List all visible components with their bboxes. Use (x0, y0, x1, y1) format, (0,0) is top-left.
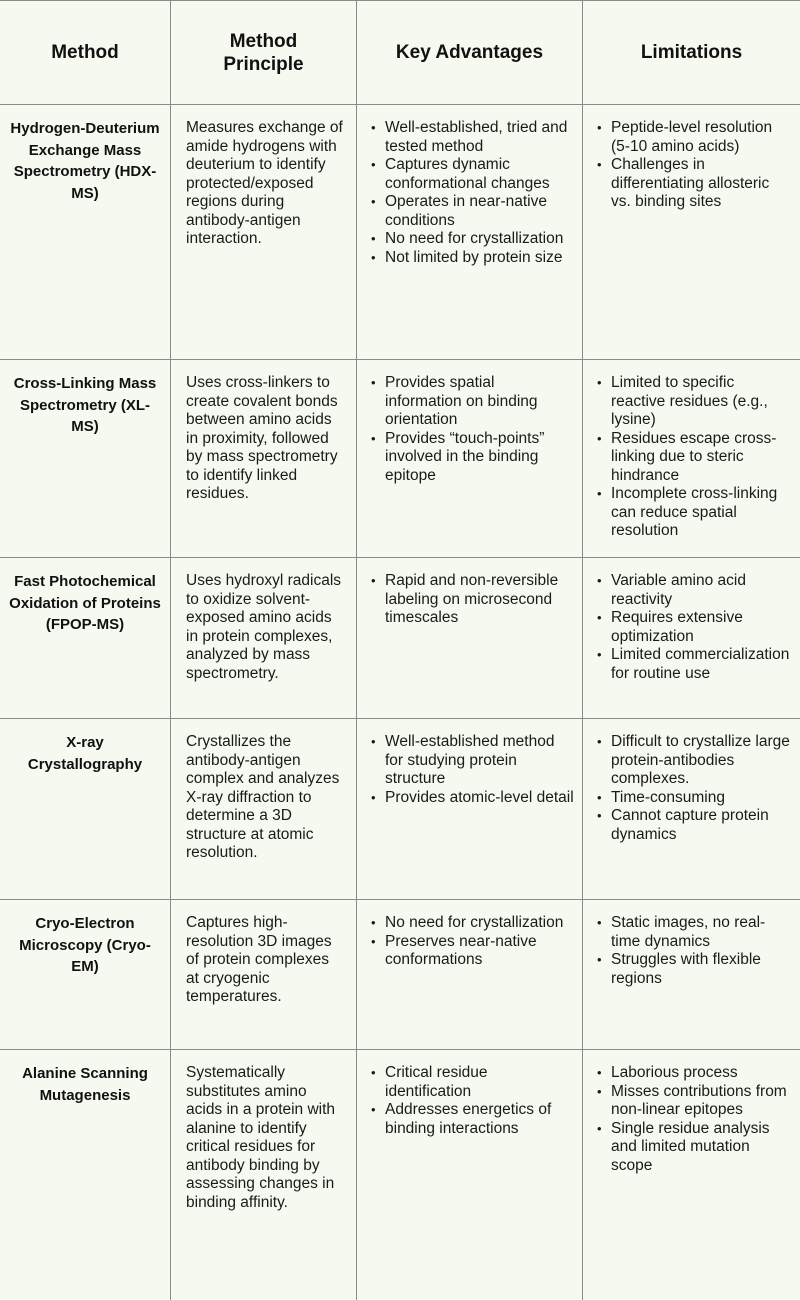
advantages-list (357, 557, 582, 628)
advantage-item: • Provides “touch-points” involved in the binding epitope (371, 430, 574, 486)
limitations-list (583, 718, 800, 844)
header-row (0, 1, 800, 105)
limitations-list (583, 1049, 800, 1175)
limitation-item: • Challenges in differentiating allosteric vs. binding sites (597, 156, 792, 212)
advantage-item: • Addresses energetics of binding interactions (371, 1101, 574, 1138)
limitation-item: • Laborious process (597, 1064, 792, 1083)
table-row (0, 557, 800, 719)
advantage-item: • No need for crystallization (371, 230, 574, 249)
limitation-item: • Incomplete cross-linking can reduce spatial resolution (597, 485, 792, 541)
limitation-item: • Peptide-level resolution (5-10 amino acids) (597, 119, 792, 156)
advantages-list (357, 104, 582, 267)
header-principle: Method Principle (171, 1, 357, 104)
header-method: Method (0, 1, 171, 104)
advantage-item: • Operates in near-native conditions (371, 193, 574, 230)
limitation-item: • Struggles with flexible regions (597, 951, 792, 988)
method-principle: Crystallizes the antibody-antigen complex and analyzes X-ray diffraction to determine a 3D structure at atomic resolution. (186, 733, 340, 861)
advantage-item: • No need for crystallization (371, 914, 574, 933)
table-row (0, 899, 800, 1050)
method-name: Hydrogen-Deuterium Exchange Mass Spectrometry (HDX-MS) (10, 120, 160, 202)
method-principle: Captures high-resolution 3D images of protein complexes at cryogenic temperatures. (186, 914, 332, 1005)
advantage-item: • Well-established method for studying protein structure (371, 733, 574, 789)
limitation-item: • Limited to specific reactive residues (e.g., lysine) (597, 374, 792, 430)
method-name: X-ray Crystallography (27, 734, 143, 773)
advantages-list (357, 359, 582, 485)
advantage-item: • Provides spatial information on binding orientation (371, 374, 574, 430)
limitation-item: • Residues escape cross-linking due to steric hindrance (597, 430, 792, 486)
method-principle: Measures exchange of amide hydrogens with deuterium to identify protected/exposed regions during antibody-antigen interaction. (186, 119, 343, 247)
limitation-item: • Limited commercialization for routine use (597, 646, 792, 683)
limitation-item: • Misses contributions from non-linear epitopes (597, 1083, 792, 1120)
advantages-list (357, 718, 582, 807)
method-principle: Systematically substitutes amino acids in a protein with alanine to identify critical residues for antibody binding by assessing changes in binding affinity. (186, 1064, 336, 1211)
limitations-list (583, 899, 800, 988)
advantage-item: • Not limited by protein size (371, 249, 574, 268)
method-name: Cryo-Electron Microscopy (Cryo-EM) (19, 915, 151, 975)
limitation-item: • Requires extensive optimization (597, 609, 792, 646)
advantages-list (357, 899, 582, 970)
advantage-item: • Provides atomic-level detail (371, 789, 574, 808)
method-principle: Uses cross-linkers to create covalent bonds between amino acids in proximity, followed by mass spectrometry to identify linked residues. (186, 374, 338, 502)
method-name: Cross-Linking Mass Spectrometry (XL-MS) (13, 375, 157, 435)
limitations-list (583, 557, 800, 683)
limitation-item: • Single residue analysis and limited mutation scope (597, 1120, 792, 1176)
advantages-list (357, 1049, 582, 1138)
table-row (0, 718, 800, 900)
limitation-item: • Static images, no real-time dynamics (597, 914, 792, 951)
advantage-item: • Rapid and non-reversible labeling on microsecond timescales (371, 572, 574, 628)
limitation-item: • Variable amino acid reactivity (597, 572, 792, 609)
limitation-item: • Cannot capture protein dynamics (597, 807, 792, 844)
method-principle: Uses hydroxyl radicals to oxidize solvent-exposed amino acids in protein complexes, analyzed by mass spectrometry. (186, 572, 342, 682)
header-limitations: Limitations (640, 42, 743, 63)
advantage-item: • Critical residue identification (371, 1064, 574, 1101)
advantage-item: • Well-established, tried and tested method (371, 119, 574, 156)
limitation-item: • Time-consuming (597, 789, 792, 808)
advantage-item: • Captures dynamic conformational changes (371, 156, 574, 193)
limitations-list (583, 104, 800, 212)
table-row (0, 1049, 800, 1300)
table-row (0, 359, 800, 558)
limitations-list (583, 359, 800, 541)
table-row (0, 104, 800, 360)
header-advantages: Key Advantages (357, 1, 583, 104)
advantage-item: • Preserves near-native conformations (371, 933, 574, 970)
method-name: Alanine Scanning Mutagenesis (22, 1065, 148, 1104)
limitation-item: • Difficult to crystallize large protein-antibodies complexes. (597, 733, 792, 789)
method-name: Fast Photochemical Oxidation of Proteins (FPOP-MS) (9, 573, 161, 633)
